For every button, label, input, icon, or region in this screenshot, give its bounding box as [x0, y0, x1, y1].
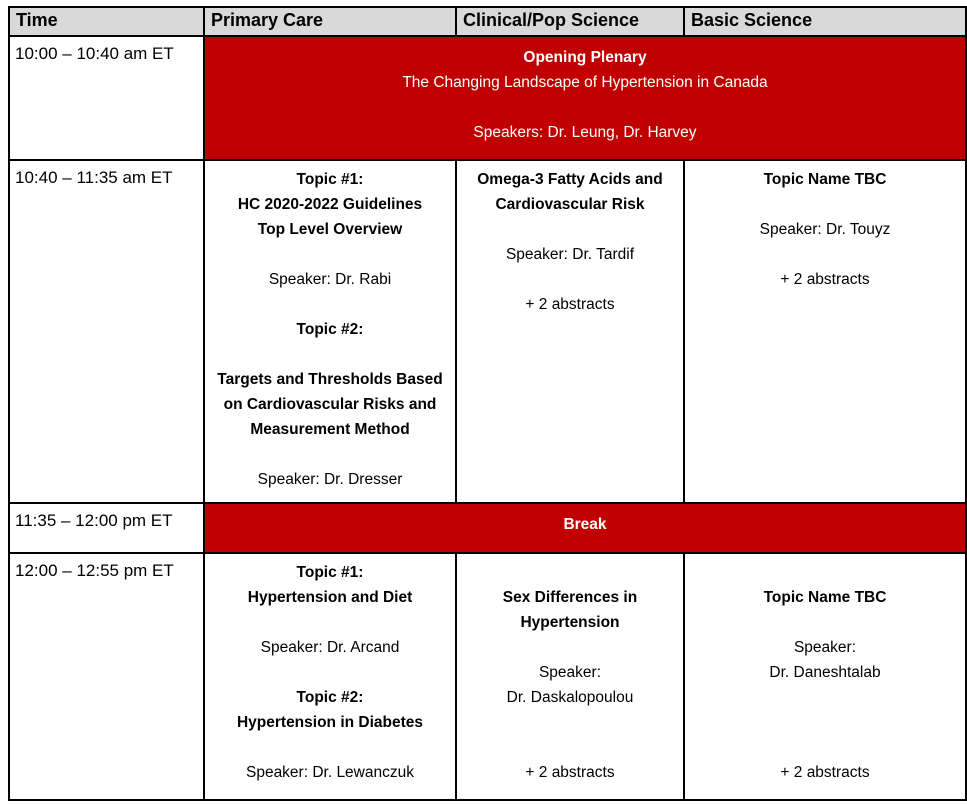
- blank-line: [689, 710, 961, 735]
- column-header-basic-science: Basic Science: [684, 7, 966, 36]
- column-header-clinical-pop-science: Clinical/Pop Science: [456, 7, 684, 36]
- row-session-1: [9, 160, 966, 503]
- topic-label: Topic #2:: [296, 689, 364, 706]
- topic-label: Topic #1:: [296, 564, 364, 581]
- blank-line: [209, 95, 961, 120]
- blank-line: [461, 560, 679, 585]
- speaker-line: Speaker:: [793, 639, 857, 656]
- speaker-line: Speaker: Dr. Rabi: [268, 271, 392, 288]
- abstracts-line: + 2 abstracts: [525, 764, 615, 781]
- time-cell: 10:00 – 10:40 am ET: [9, 36, 204, 160]
- blank-line: [461, 735, 679, 760]
- blank-line: [689, 685, 961, 710]
- blank-line: [689, 192, 961, 217]
- abstracts-line: + 2 abstracts: [780, 271, 870, 288]
- basic-science-session-cell: [684, 160, 966, 503]
- blank-line: [689, 560, 961, 585]
- abstracts-line: + 2 abstracts: [780, 764, 870, 781]
- banner-title: Opening Plenary: [523, 49, 647, 66]
- header-row: [9, 7, 966, 36]
- topic-title: Measurement Method: [250, 421, 410, 438]
- topic-title: Omega-3 Fatty Acids and: [477, 171, 663, 188]
- basic-science-session-cell: [684, 553, 966, 800]
- blank-line: [209, 735, 451, 760]
- topic-title: Topic Name TBC: [763, 589, 887, 606]
- blank-line: [461, 267, 679, 292]
- topic-title: Hypertension and Diet: [247, 589, 413, 606]
- speaker-line: Speaker: Dr. Touyz: [759, 221, 891, 238]
- topic-title: Topic Name TBC: [763, 171, 887, 188]
- clinical-pop-science-session-cell: [456, 553, 684, 800]
- blank-line: [461, 217, 679, 242]
- banner-subtitle: The Changing Landscape of Hypertension in Canada: [402, 74, 768, 91]
- speaker-line: Speaker: Dr. Lewanczuk: [245, 764, 414, 781]
- row-break: [9, 503, 966, 553]
- blank-line: [689, 610, 961, 635]
- topic-title: on Cardiovascular Risks and: [223, 396, 437, 413]
- row-session-2: [9, 553, 966, 800]
- time-cell: 12:00 – 12:55 pm ET: [9, 553, 204, 800]
- topic-title: Top Level Overview: [257, 221, 403, 238]
- conference-schedule-table: [8, 6, 967, 801]
- speaker-line: Dr. Daneshtalab: [769, 664, 881, 681]
- banner-speakers: Speakers: Dr. Leung, Dr. Harvey: [473, 124, 697, 141]
- topic-title: Targets and Thresholds Based: [217, 371, 443, 388]
- break-banner: [204, 503, 966, 553]
- clinical-pop-science-session-cell: [456, 160, 684, 503]
- topic-label: Topic #2:: [296, 321, 364, 338]
- topic-title: Cardiovascular Risk: [495, 196, 645, 213]
- row-opening-plenary: [9, 36, 966, 160]
- blank-line: [461, 710, 679, 735]
- blank-line: [209, 610, 451, 635]
- topic-title: Sex Differences in: [502, 589, 638, 606]
- blank-line: [461, 635, 679, 660]
- abstracts-line: + 2 abstracts: [525, 296, 615, 313]
- topic-title: Hypertension: [520, 614, 620, 631]
- speaker-line: Speaker: Dr. Tardif: [505, 246, 635, 263]
- speaker-line: Speaker: Dr. Arcand: [260, 639, 400, 656]
- blank-line: [209, 242, 451, 267]
- blank-line: [689, 735, 961, 760]
- blank-line: [209, 342, 451, 367]
- opening-plenary-banner: [204, 36, 966, 160]
- time-cell: 10:40 – 11:35 am ET: [9, 160, 204, 503]
- blank-line: [209, 660, 451, 685]
- primary-care-session-cell: [204, 553, 456, 800]
- topic-label: Topic #1:: [296, 171, 364, 188]
- topic-title: Hypertension in Diabetes: [236, 714, 424, 731]
- primary-care-session-cell: [204, 160, 456, 503]
- speaker-line: Speaker:: [538, 664, 602, 681]
- blank-line: [689, 242, 961, 267]
- column-header-primary-care: Primary Care: [204, 7, 456, 36]
- speaker-line: Speaker: Dr. Dresser: [257, 471, 403, 488]
- banner-title: Break: [563, 516, 607, 533]
- time-cell: 11:35 – 12:00 pm ET: [9, 503, 204, 553]
- blank-line: [209, 442, 451, 467]
- topic-title: HC 2020-2022 Guidelines: [237, 196, 423, 213]
- blank-line: [209, 292, 451, 317]
- speaker-line: Dr. Daskalopoulou: [506, 689, 634, 706]
- column-header-time: Time: [9, 7, 204, 36]
